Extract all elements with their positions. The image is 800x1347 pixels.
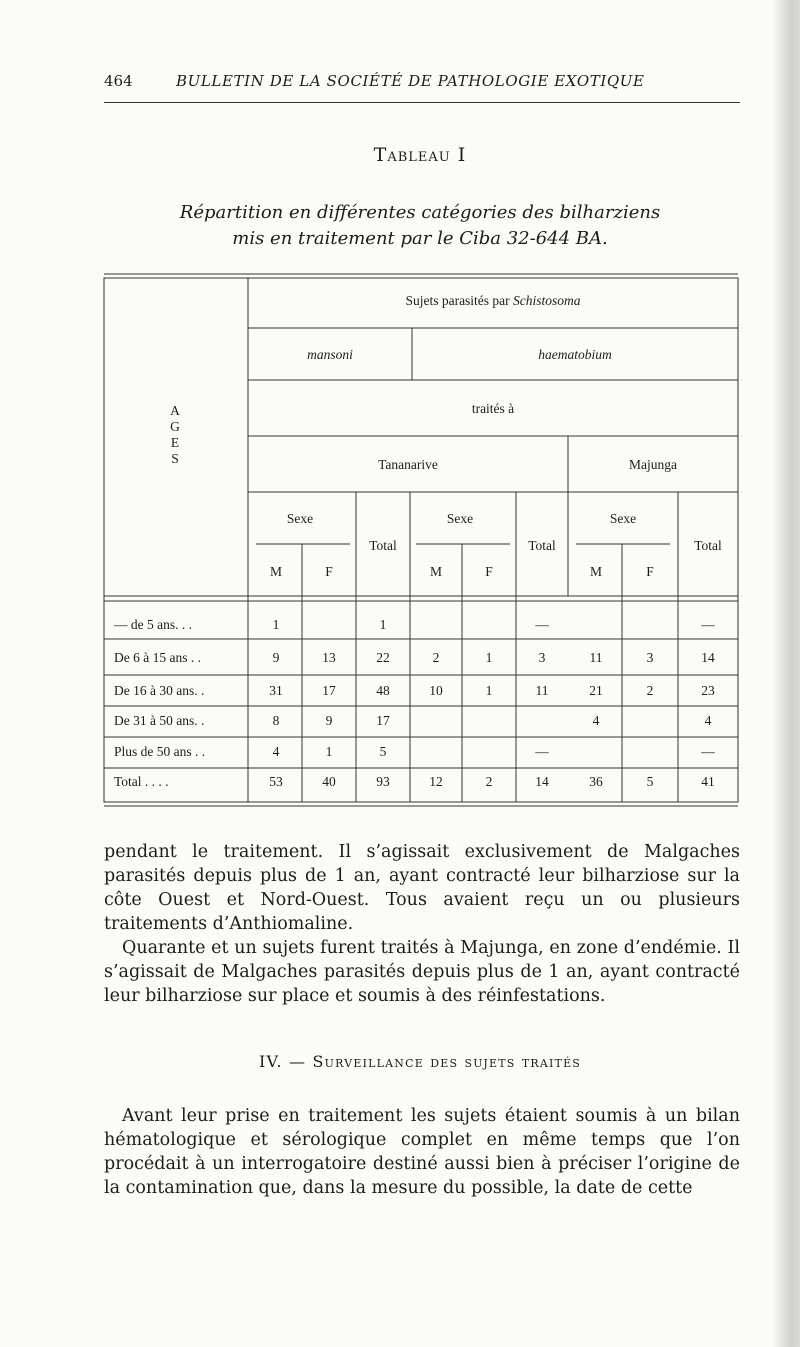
section-heading: IV. — Surveillance des sujets traités [258,1052,582,1071]
header-f: F [646,564,654,579]
journal-title: BULLETIN DE LA SOCIÉTÉ DE PATHOLOGIE EXOTIQUE [176,72,645,90]
table-cell: 10 [429,683,443,698]
table-cell: 23 [701,683,715,698]
table-cell: 2 [485,774,493,789]
table-cell: 93 [376,774,390,789]
row-label: De 6 à 15 ans . . [114,650,201,665]
table-cell: 17 [322,683,336,698]
header-traites-a: traités à [471,401,515,416]
table-cell: 2 [432,650,440,665]
table-cell: 3 [538,650,546,665]
header-tananarive: Tananarive [378,457,438,472]
header-m: M [269,564,283,579]
table-cell: 4 [704,713,712,728]
header-total-tananarive: Total [528,538,556,553]
header-total-majunga: Total [694,538,722,553]
table-cell: 53 [269,774,283,789]
row-label: — de 5 ans. . . [114,617,192,632]
table-cell: 5 [379,744,387,759]
paragraph-1: pendant le traitement. Il s’agissait exclusivement de Malgaches parasités depuis plus de 1 an, ayant contracté leur bilharziose sur la côte Ouest et Nord-Ouest. Tous avaient reçu un ou plusieurs traitements d’Anthiomaline. [104,842,740,934]
table-cell: 22 [376,650,390,665]
table-cell: 14 [535,774,549,789]
table-cell: 17 [376,713,390,728]
table-cell: 12 [429,774,443,789]
header-total-mansoni: Total [369,538,397,553]
row-label: De 16 à 30 ans. . [114,683,205,698]
table-cell: 2 [646,683,654,698]
header-haematobium: haematobium [538,347,612,362]
header-m: M [429,564,443,579]
caption-line-2: mis en traitement par le Ciba 32-644 BA. [232,228,608,249]
ages-vertical-label [168,403,182,467]
table-cell: 3 [646,650,654,665]
table-cell: 40 [322,774,336,789]
paragraph-2: Quarante et un sujets furent traités à Majunga, en zone d’endémie. Il s’agissait de Malgaches parasités depuis plus de 1 an, ayant contracté leur bilharziose sur place et soumis à des réinfestations. [104,938,740,1006]
table-title: Tableau I [373,144,467,166]
page-number: 464 [104,72,133,90]
header-m: M [589,564,603,579]
row-label: De 31 à 50 ans. . [114,713,205,728]
table-cell: — [701,744,715,759]
table-cell: 1 [485,683,493,698]
header-f: F [325,564,333,579]
table-cell: 14 [701,650,715,665]
header-sujets-parasites: Sujets parasités par Schistosoma [405,293,581,308]
table-cell: 36 [589,774,603,789]
header-sexe-mansoni: Sexe [286,511,314,526]
ages-letter: G [170,419,180,434]
table-cell: 11 [589,650,603,665]
table-cell: 41 [701,774,715,789]
table-cell: 13 [322,650,336,665]
header-f: F [485,564,493,579]
table-cell: — [701,617,715,632]
ages-letter: A [170,403,180,418]
table-cell: — [535,617,549,632]
header-sexe-majunga: Sexe [609,511,637,526]
table-cell: 48 [376,683,390,698]
paragraph-3: Avant leur prise en traitement les sujets étaient soumis à un bilan hématologique et sérologique complet en même temps que l’on procédait à un interrogatoire destiné aussi bien à préciser l’origine de la contamination que, dans la mesure du possible, la date de cette [104,1106,740,1198]
ages-letter: S [171,451,179,466]
header-schistosoma: Schistosoma [513,293,581,308]
row-label: Total . . . . [114,774,169,789]
table-cell: 1 [325,744,333,759]
table-cell: — [535,744,549,759]
table-cell: 5 [646,774,654,789]
table-cell: 4 [592,713,600,728]
table-cell: 1 [272,617,280,632]
header-mansoni: mansoni [307,347,353,362]
caption-line-1: Répartition en différentes catégories des bilharziens [179,202,661,223]
ages-letter: E [170,435,180,450]
table-cell: 21 [589,683,603,698]
header-majunga: Majunga [629,457,677,472]
table-cell: 8 [272,713,280,728]
table-cell: 4 [272,744,280,759]
header-sexe-haematobium-tananarive: Sexe [446,511,474,526]
table-cell: 1 [485,650,493,665]
table-cell: 11 [535,683,549,698]
table-cell: 31 [269,683,283,698]
table-cell: 1 [379,617,387,632]
table-cell: 9 [272,650,280,665]
table-cell: 9 [325,713,333,728]
row-label: Plus de 50 ans . . [114,744,206,759]
